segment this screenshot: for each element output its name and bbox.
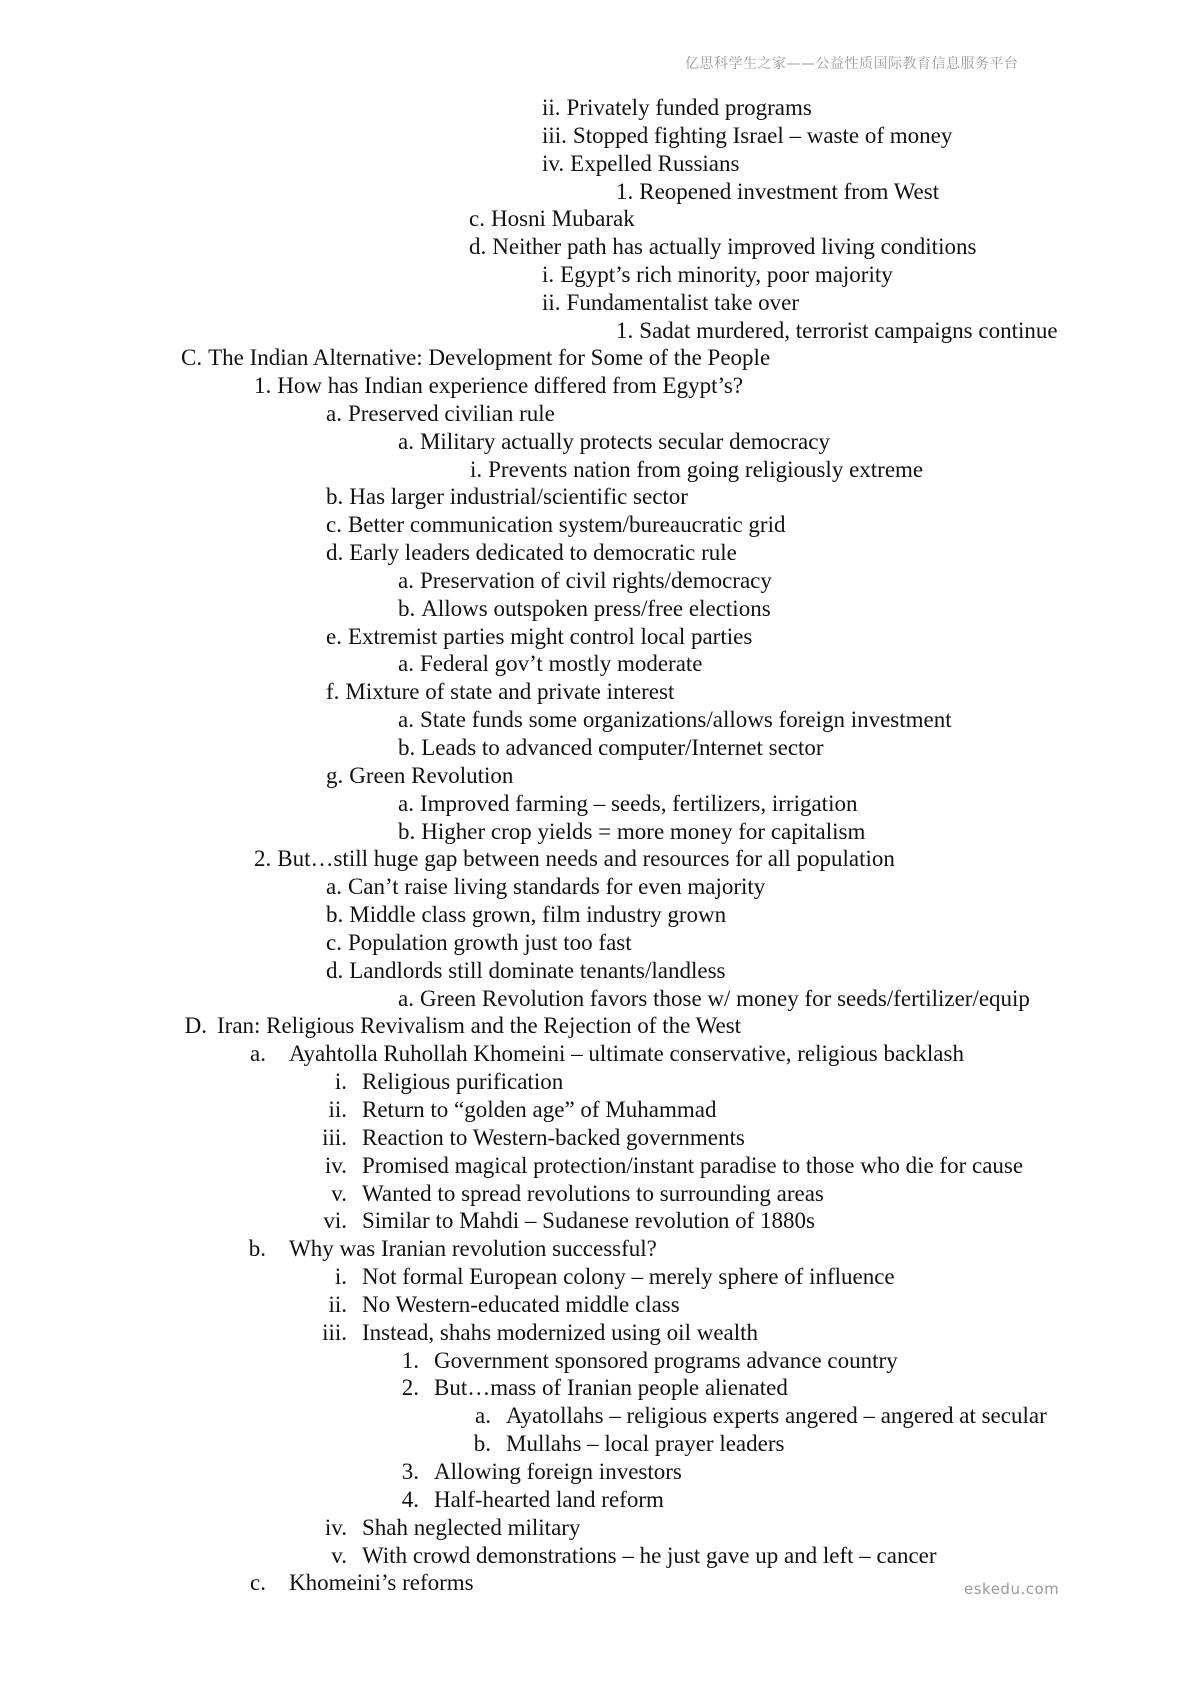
outline-item-marker: a. <box>326 874 342 899</box>
outline-item-marker: ii. <box>542 290 561 315</box>
outline-item-marker: 2. <box>401 1375 419 1400</box>
outline-item-text: With crowd demonstrations – he just gave up and left – cancer <box>362 1543 937 1568</box>
outline-item <box>0 623 1191 651</box>
outline-item-text: Stopped fighting Israel – waste of money <box>572 123 953 148</box>
outline-item <box>0 1291 1191 1319</box>
outline-item <box>0 1068 1191 1096</box>
outline-item <box>0 289 1191 317</box>
outline-item <box>0 1347 1191 1375</box>
outline-item-text: Landlords still dominate tenants/landless <box>349 958 726 983</box>
outline-item <box>0 1514 1191 1542</box>
outline-item-text: Improved farming – seeds, fertilizers, irrigation <box>419 791 858 816</box>
outline-item-text: Preserved civilian rule <box>347 401 555 426</box>
outline-item <box>0 178 1191 206</box>
outline-item-marker: 1. <box>616 318 634 343</box>
outline-item <box>0 650 1191 678</box>
outline-item-text: Government sponsored programs advance country <box>434 1348 898 1373</box>
outline-item <box>0 790 1191 818</box>
outline-item-marker: ii. <box>542 95 561 120</box>
outline-item-text: Extremist parties might control local parties <box>347 624 753 649</box>
outline-item-text: Religious purification <box>362 1069 564 1094</box>
outline-item-text: Population growth just too fast <box>347 930 632 955</box>
outline-item-marker: v. <box>331 1543 347 1568</box>
outline-item-text: Wanted to spread revolutions to surrounding areas <box>362 1181 824 1206</box>
outline-item-text: But…still huge gap between needs and resources for all population <box>277 846 895 871</box>
outline-item-text: State funds some organizations/allows foreign investment <box>419 707 952 732</box>
outline-item-text: No Western-educated middle class <box>362 1292 680 1317</box>
outline-item-marker: ii. <box>328 1292 347 1317</box>
outline-item-marker: d. <box>326 958 344 983</box>
outline-item-marker: 1. <box>401 1348 419 1373</box>
outline-item <box>0 511 1191 539</box>
outline-item-text: Can’t raise living standards for even majority <box>347 874 766 899</box>
outline-item-text: Prevents nation from going religiously extreme <box>488 457 924 482</box>
outline-item <box>0 818 1191 846</box>
outline-item-marker: C. <box>181 345 203 370</box>
outline-item-text: Similar to Mahdi – Sudanese revolution of 1880s <box>362 1208 815 1233</box>
outline-item <box>0 762 1191 790</box>
outline-item-marker: a. <box>398 429 414 454</box>
outline-item-text: Promised magical protection/instant paradise to those who die for cause <box>362 1153 1024 1178</box>
outline-item <box>0 567 1191 595</box>
outline-item-marker: 2. <box>254 846 272 871</box>
outline-item-marker: 3. <box>401 1459 419 1484</box>
outline-item-marker: b. <box>473 1431 491 1456</box>
outline-item <box>0 400 1191 428</box>
outline-item-marker: a. <box>250 1041 266 1066</box>
outline-item-marker: b. <box>326 902 344 927</box>
outline-item-marker: i. <box>334 1264 347 1289</box>
outline-item <box>0 1096 1191 1124</box>
outline-item-marker: 1. <box>616 179 634 204</box>
outline-item-text: Reaction to Western-backed governments <box>362 1125 745 1150</box>
outline-item <box>0 1180 1191 1208</box>
outline-item-marker: a. <box>398 707 414 732</box>
outline-item <box>0 1430 1191 1458</box>
outline-item-marker: a. <box>398 568 414 593</box>
outline-item-marker: iii. <box>322 1320 347 1345</box>
outline-item-text: Half-hearted land reform <box>434 1487 664 1512</box>
outline-item-marker: d. <box>469 234 487 259</box>
outline-item-text: Leads to advanced computer/Internet sector <box>421 735 824 760</box>
outline-item <box>0 1040 1191 1068</box>
outline-item <box>0 901 1191 929</box>
outline-item-marker: f. <box>326 679 340 704</box>
outline-item <box>0 344 1191 372</box>
outline-item-text: Neither path has actually improved living conditions <box>492 234 977 259</box>
outline-item-marker: iv. <box>542 151 565 176</box>
outline-item-text: Allows outspoken press/free elections <box>421 596 771 621</box>
outline-item-text: Mixture of state and private interest <box>345 679 675 704</box>
outline-item-marker: 4. <box>401 1487 419 1512</box>
outline-item-marker: b. <box>398 819 416 844</box>
outline-item <box>0 428 1191 456</box>
outline-item-text: Allowing foreign investors <box>434 1459 682 1484</box>
outline-item-marker: iii. <box>542 123 567 148</box>
outline-item-marker: i. <box>542 262 555 287</box>
outline-item-marker: g. <box>326 763 344 788</box>
outline-item-text: Khomeini’s reforms <box>289 1570 474 1595</box>
outline-item-marker: iv. <box>324 1515 347 1540</box>
outline-item <box>0 233 1191 261</box>
outline-item-marker: c. <box>326 512 342 537</box>
outline-item-text: Ayatollahs – religious experts angered – angered at secular <box>506 1403 1047 1428</box>
outline-item-text: Has larger industrial/scientific sector <box>349 484 688 509</box>
outline-item <box>0 1124 1191 1152</box>
outline-item-text: Hosni Mubarak <box>490 206 635 231</box>
outline-item-text: Military actually protects secular democracy <box>419 429 830 454</box>
outline-item <box>0 539 1191 567</box>
outline-item-marker: vi. <box>323 1208 347 1233</box>
outline-item-text: Reopened investment from West <box>639 179 940 204</box>
outline-item-text: Green Revolution favors those w/ money for seeds/fertilizer/equip <box>419 986 1030 1011</box>
outline-item-marker: b. <box>248 1236 266 1261</box>
outline-item-marker: d. <box>326 540 344 565</box>
outline-item-marker: a. <box>475 1403 491 1428</box>
outline-item-text: Mullahs – local prayer leaders <box>506 1431 785 1456</box>
outline-item-marker: v. <box>331 1181 347 1206</box>
outline-item <box>0 734 1191 762</box>
outline-item-marker: iv. <box>324 1153 347 1178</box>
outline-item-text: Privately funded programs <box>566 95 812 120</box>
watermark-header: 亿思科学生之家——公益性质国际教育信息服务平台 <box>685 56 1019 72</box>
outline-item <box>0 150 1191 178</box>
outline-item-text: Egypt’s rich minority, poor majority <box>560 262 893 287</box>
outline-item-marker: c. <box>469 206 485 231</box>
outline-item-marker: a. <box>398 651 414 676</box>
outline-item-marker: e. <box>326 624 342 649</box>
outline-item <box>0 205 1191 233</box>
outline-item-marker: ii. <box>328 1097 347 1122</box>
outline-item-text: The Indian Alternative: Development for Some of the People <box>208 345 771 370</box>
outline-item-marker: D. <box>184 1013 207 1038</box>
outline-item <box>0 1319 1191 1347</box>
outline-item-text: Fundamentalist take over <box>566 290 800 315</box>
outline-item-marker: c. <box>250 1570 266 1595</box>
outline-item-text: Why was Iranian revolution successful? <box>289 1236 657 1261</box>
outline-item-text: But…mass of Iranian people alienated <box>434 1375 788 1400</box>
outline-item <box>0 483 1191 511</box>
outline-item <box>0 1152 1191 1180</box>
outline-item <box>0 957 1191 985</box>
outline-item-text: How has Indian experience differed from Egypt’s? <box>277 373 744 398</box>
outline-item-text: Shah neglected military <box>362 1515 581 1540</box>
outline-item <box>0 456 1191 484</box>
outline-item-marker: b. <box>398 735 416 760</box>
outline-item-text: Early leaders dedicated to democratic rule <box>349 540 737 565</box>
outline-item <box>0 122 1191 150</box>
outline-item <box>0 595 1191 623</box>
outline-item <box>0 1458 1191 1486</box>
outline-item <box>0 706 1191 734</box>
outline-item <box>0 929 1191 957</box>
outline-item <box>0 1542 1191 1570</box>
outline-item <box>0 873 1191 901</box>
outline-item <box>0 1012 1191 1040</box>
outline-item-text: Green Revolution <box>349 763 514 788</box>
outline-item <box>0 317 1191 345</box>
outline-item-text: Middle class grown, film industry grown <box>349 902 727 927</box>
outline-item <box>0 1263 1191 1291</box>
outline-item-text: Better communication system/bureaucratic grid <box>347 512 786 537</box>
outline-item <box>0 261 1191 289</box>
outline-item-marker: a. <box>398 986 414 1011</box>
outline-item-text: Sadat murdered, terrorist campaigns continue <box>639 318 1058 343</box>
outline-item-marker: b. <box>398 596 416 621</box>
outline-item-text: Iran: Religious Revivalism and the Rejection of the West <box>217 1013 742 1038</box>
outline-item <box>0 985 1191 1013</box>
outline-item-marker: c. <box>326 930 342 955</box>
outline-item-marker: i. <box>334 1069 347 1094</box>
outline-item-marker: 1. <box>254 373 272 398</box>
outline-item-text: Instead, shahs modernized using oil wealth <box>362 1320 759 1345</box>
outline-item <box>0 1374 1191 1402</box>
outline-item-marker: a. <box>398 791 414 816</box>
outline-item <box>0 845 1191 873</box>
outline-item <box>0 1402 1191 1430</box>
outline-item-marker: iii. <box>322 1125 347 1150</box>
outline-item <box>0 372 1191 400</box>
outline-item <box>0 1235 1191 1263</box>
outline-item-marker: b. <box>326 484 344 509</box>
outline-item-text: Preservation of civil rights/democracy <box>419 568 772 593</box>
outline-item <box>0 94 1191 122</box>
outline-item <box>0 678 1191 706</box>
outline-item <box>0 1207 1191 1235</box>
outline-item-marker: i. <box>470 457 483 482</box>
watermark-footer: eskedu.com <box>964 1580 1060 1598</box>
outline-item-text: Expelled Russians <box>570 151 740 176</box>
outline-item-text: Ayahtolla Ruhollah Khomeini – ultimate conservative, religious backlash <box>289 1041 964 1066</box>
outline-item-text: Federal gov’t mostly moderate <box>419 651 703 676</box>
outline-item-text: Return to “golden age” of Muhammad <box>362 1097 717 1122</box>
outline-item-text: Not formal European colony – merely sphere of influence <box>362 1264 895 1289</box>
outline-item <box>0 1486 1191 1514</box>
outline-item-marker: a. <box>326 401 342 426</box>
outline-item-text: Higher crop yields = more money for capitalism <box>421 819 866 844</box>
